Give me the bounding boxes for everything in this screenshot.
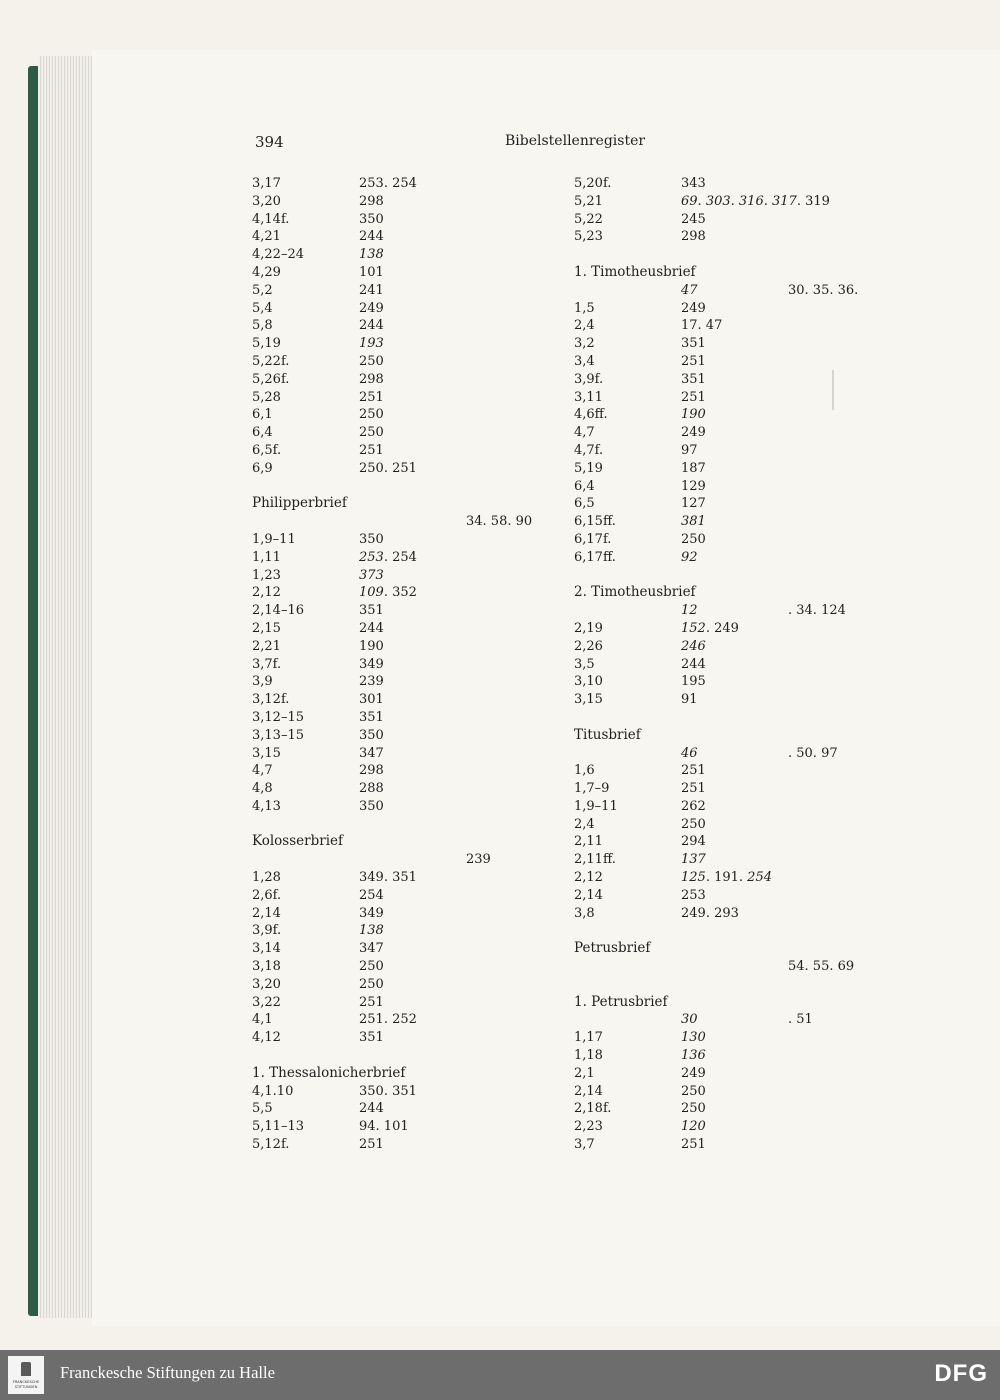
index-entry [574,175,904,193]
index-entry [252,549,582,567]
page-references: 351 [359,1030,384,1046]
verse-reference: 2,11 [574,834,603,850]
page-references: 251. 252 [359,1012,417,1028]
running-head: Bibelstellenregister [505,133,646,149]
verse-reference: 2,14 [252,905,281,921]
verse-reference: 3,9f. [574,371,604,387]
verse-reference: 3,9 [252,674,273,690]
book-heading: 2. Timotheusbrief [574,584,696,601]
index-entry [252,228,582,246]
page-references: 127 [681,496,706,512]
verse-reference: 2,4 [574,318,595,334]
index-entry [252,1100,582,1118]
verse-reference: 5,23 [574,229,603,245]
page-references: 241 [359,282,384,298]
index-entry [574,478,904,496]
page-references: 253 [681,887,706,903]
verse-reference: 4,7 [574,425,595,441]
page-references: 349 [359,656,384,672]
page-references: 30. 35. 36. 47 [681,282,859,298]
index-entry [252,442,582,460]
page-references: 195 [681,674,706,690]
verse-reference: 3,20 [252,193,281,209]
verse-reference: 6,9 [252,460,273,476]
index-entry [252,1083,582,1101]
verse-reference: 5,20f. [574,176,612,191]
verse-reference: 5,4 [252,300,273,316]
index-entry [252,922,582,940]
index-entry [252,264,582,282]
index-entry [574,335,904,353]
page-references: 30 . 51 [681,1012,813,1028]
verse-reference: 5,8 [252,318,273,334]
page-references: 351 [359,603,384,619]
index-entry [252,567,582,585]
section-gap [252,478,582,496]
page-references: 244 [359,620,384,636]
index-entry [574,193,904,211]
page-references: 347 [359,745,384,761]
page-references: 91 [681,692,698,708]
page-references: 298 [359,193,384,209]
page-references: 251 [681,389,706,405]
page-references: 244 [359,229,384,245]
index-entry [252,656,582,674]
page-references: 253. 254 [359,549,417,565]
page-references: 251 [359,994,384,1010]
verse-reference: 5,19 [252,336,281,352]
index-entry [252,976,582,994]
verse-reference: 4,29 [252,264,281,280]
page-references: 349 [359,905,384,921]
page-references: 251 [681,781,706,797]
page-references: 250 [681,1101,706,1117]
index-entry [574,887,904,905]
index-entry [574,762,904,780]
index-entry [574,424,904,442]
verse-reference: 2,1 [574,1065,595,1081]
index-entry [574,549,904,567]
verse-reference: 4,6ff. [574,407,608,423]
index-column-left [252,175,582,1154]
page-references: 137 [681,852,706,868]
verse-reference: 4,12 [252,1030,281,1046]
page-references: 249. 293 [681,905,739,921]
verse-reference: 3,2 [574,336,595,352]
index-entry [574,656,904,674]
page-references: 244 [681,656,706,672]
verse-reference: 2,26 [574,638,603,654]
index-entry [252,531,582,549]
verse-reference: 4,14f. [252,211,290,227]
index-entry [574,1083,904,1101]
page-references: 190 [681,407,706,423]
page-references: 250 [359,353,384,369]
index-entry [574,851,904,869]
index-entry [574,406,904,424]
logo-caption: FRANCKESCHE STIFTUNGEN [12,1380,40,1389]
verse-reference: 1,5 [574,300,595,316]
page-references: 244 [359,318,384,334]
book-page-edges [38,56,94,1318]
verse-reference: 1,18 [574,1048,603,1064]
verse-reference: 2,12 [574,870,603,886]
index-entry [574,673,904,691]
verse-reference: 5,22 [574,211,603,227]
page-references: 250 [681,531,706,547]
page-references: 298 [359,763,384,779]
page-references: 138 [359,247,384,263]
page-references: 253. 254 [359,176,417,191]
verse-reference: 2,14–16 [252,603,304,619]
page-references: 350. 351 [359,1083,417,1099]
book-general-pages [574,282,904,300]
section-gap [574,246,904,264]
index-entry [252,798,582,816]
index-entry [252,353,582,371]
page-references: 251 [359,1137,384,1153]
index-entry [574,816,904,834]
page-references: 251 [681,1137,706,1153]
index-entry [252,246,582,264]
viewer-footer-bar [0,1350,1000,1400]
page-references: 250 [681,1083,706,1099]
page-references: 254 [359,887,384,903]
page-references: 301 [359,692,384,708]
index-entry [252,691,582,709]
page-references: 94. 101 [359,1119,409,1135]
verse-reference: 1,7–9 [574,781,610,797]
index-entry [252,584,582,602]
page-references: 246 [681,638,706,654]
index-entry [574,211,904,229]
verse-reference: 2,18f. [574,1101,612,1117]
index-entry [252,745,582,763]
index-entry [574,1118,904,1136]
book-heading: 1. Timotheusbrief [574,263,696,280]
index-column-right [574,175,904,1154]
verse-reference: 3,8 [574,905,595,921]
verse-reference: 4,7 [252,763,273,779]
index-entry [252,673,582,691]
page-references: 250 [359,976,384,992]
book-general-pages: 239 [466,852,491,868]
index-entry [252,780,582,798]
section-gap [574,709,904,727]
page-references: 350 [359,531,384,547]
page-references: 249 [359,300,384,316]
index-entry [252,424,582,442]
section-gap [252,1047,582,1065]
page-references: 239 [359,674,384,690]
book-general-pages: 54. 55. 69 [788,959,855,975]
verse-reference: 6,1 [252,407,273,423]
verse-reference: 2,12 [252,585,281,601]
index-entry [574,531,904,549]
index-entry [252,727,582,745]
index-entry [574,300,904,318]
page-references: 120 [681,1119,706,1135]
page-references: 288 [359,781,384,797]
verse-reference: 2,11ff. [574,852,616,868]
page-references: 249 [681,1065,706,1081]
page-references: 130 [681,1030,706,1046]
index-entry [252,620,582,638]
verse-reference: 5,28 [252,389,281,405]
page-references: 12 . 34. 124 [681,603,846,619]
index-entry [574,317,904,335]
verse-reference: 2,21 [252,638,281,654]
index-entry [574,620,904,638]
page-references: 17. 47 [681,318,723,334]
index-entry [574,442,904,460]
verse-reference: 3,9f. [252,923,282,939]
book-general-pages [574,745,904,763]
book-heading: Titusbrief [574,726,641,743]
verse-reference: 4,8 [252,781,273,797]
verse-reference: 4,7f. [574,442,604,458]
page-references: 97 [681,442,698,458]
page-references: 249 [681,425,706,441]
page-references: 129 [681,478,706,494]
verse-reference: 3,14 [252,941,281,957]
verse-reference: 1,6 [574,763,595,779]
index-entry [252,300,582,318]
verse-reference: 2,14 [574,1083,603,1099]
page-references: 294 [681,834,706,850]
index-entry [574,353,904,371]
verse-reference: 2,6f. [252,887,282,903]
index-entry [252,869,582,887]
book-heading: Kolosserbrief [252,833,343,850]
page-references: 351 [681,371,706,387]
verse-reference: 5,12f. [252,1137,290,1153]
page-references: 250. 251 [359,460,417,476]
verse-reference: 3,18 [252,959,281,975]
franckesche-logo[interactable] [8,1356,44,1394]
page-references: 251 [681,763,706,779]
page-references: 381 [681,514,706,530]
index-entry [252,406,582,424]
index-entry [252,1029,582,1047]
index-entry [252,175,582,193]
verse-reference: 3,7f. [252,656,282,672]
verse-reference: 3,11 [574,389,603,405]
index-entry [574,1136,904,1154]
verse-reference: 4,1 [252,1012,273,1028]
index-entry [252,193,582,211]
verse-reference: 3,22 [252,994,281,1010]
building-icon [21,1362,31,1376]
verse-reference: 4,1.10 [252,1083,294,1099]
index-entry [252,905,582,923]
page-references: 245 [681,211,706,227]
index-entry [574,228,904,246]
verse-reference: 4,22–24 [252,247,304,263]
dfg-logo[interactable]: DFG [934,1360,988,1387]
verse-reference: 1,11 [252,549,281,565]
section-gap [574,976,904,994]
page-references: 298 [681,229,706,245]
page-references: 109. 352 [359,585,417,601]
page-references: 101 [359,264,384,280]
index-entry [252,460,582,478]
verse-reference: 2,23 [574,1119,603,1135]
page-references: 251 [681,353,706,369]
page-references: 251 [359,389,384,405]
page-references: 347 [359,941,384,957]
verse-reference: 5,26f. [252,371,290,387]
index-entry [252,940,582,958]
institution-name[interactable]: Franckesche Stiftungen zu Halle [60,1363,275,1382]
page-references: 350 [359,727,384,743]
page-references: 251 [359,442,384,458]
page-references: 250 [359,407,384,423]
verse-reference: 1,9–11 [574,798,618,814]
index-entry [574,389,904,407]
page-references: 250 [359,959,384,975]
index-entry [252,638,582,656]
index-entry [252,371,582,389]
index-entry [574,691,904,709]
page-references: 136 [681,1048,706,1064]
index-entry [252,709,582,727]
page-references: 373 [359,567,384,583]
verse-reference: 6,5 [574,496,595,512]
verse-reference: 2,4 [574,816,595,832]
page-references: 46 . 50. 97 [681,745,838,761]
verse-reference: 3,5 [574,656,595,672]
book-heading: 1. Thessalonicherbrief [252,1064,406,1081]
page-references: 351 [359,709,384,725]
verse-reference: 3,17 [252,176,281,191]
index-entry [252,1136,582,1154]
page-references: 125. 191. 254 [681,870,772,886]
index-entry [574,1047,904,1065]
verse-reference: 5,21 [574,193,603,209]
index-entry [574,798,904,816]
verse-reference: 1,9–11 [252,531,296,547]
section-gap [574,567,904,585]
index-entry [252,317,582,335]
page-references: 244 [359,1101,384,1117]
index-entry [252,1011,582,1029]
verse-reference: 6,17f. [574,531,612,547]
verse-reference: 5,19 [574,460,603,476]
index-entry [574,1065,904,1083]
page-references: 249 [681,300,706,316]
verse-reference: 5,11–13 [252,1119,304,1135]
page-references: 187 [681,460,706,476]
verse-reference: 3,7 [574,1137,595,1153]
page-references: 351 [681,336,706,352]
book-general-pages [574,602,904,620]
page-references: 138 [359,923,384,939]
page-references: 92 [681,549,698,565]
page-references: 350 [359,211,384,227]
verse-reference: 3,4 [574,353,595,369]
verse-reference: 2,14 [574,887,603,903]
index-entry [252,958,582,976]
book-general-pages [574,1011,904,1029]
verse-reference: 3,12–15 [252,709,304,725]
verse-reference: 4,13 [252,798,281,814]
page-number: 394 [255,133,284,151]
book-heading: Philipperbrief [252,495,347,512]
book-general-pages: 34. 58. 90 [466,514,533,530]
index-entry [574,869,904,887]
page-references: 250 [681,816,706,832]
index-entry [574,371,904,389]
index-entry [252,282,582,300]
verse-reference: 3,20 [252,976,281,992]
section-gap [574,922,904,940]
page-references: 262 [681,798,706,814]
verse-reference: 1,17 [574,1030,603,1046]
index-entry [574,495,904,513]
book-heading: 1. Petrusbrief [574,993,668,1010]
verse-reference: 6,4 [252,425,273,441]
page-references: 193 [359,336,384,352]
page-references: 298 [359,371,384,387]
index-entry [252,211,582,229]
verse-reference: 3,10 [574,674,603,690]
index-entry [574,460,904,478]
verse-reference: 1,28 [252,870,281,886]
verse-reference: 1,23 [252,567,281,583]
index-entry [252,389,582,407]
page-references: 152. 249 [681,620,739,636]
verse-reference: 2,19 [574,620,603,636]
book-heading: Petrusbrief [574,940,651,957]
verse-reference: 2,15 [252,620,281,636]
index-entry [574,780,904,798]
index-entry [574,833,904,851]
index-entry [252,762,582,780]
section-gap [252,816,582,834]
index-entry [252,602,582,620]
verse-reference: 6,17ff. [574,549,616,565]
verse-reference: 3,12f. [252,692,290,708]
index-entry [252,335,582,353]
index-entry [252,994,582,1012]
page-references: 69. 303. 316. 317. 319 [681,193,830,209]
index-entry [574,905,904,923]
verse-reference: 3,13–15 [252,727,304,743]
verse-reference: 5,22f. [252,353,290,369]
page-references: 190 [359,638,384,654]
verse-reference: 3,15 [574,692,603,708]
verse-reference: 6,4 [574,478,595,494]
index-entry [574,1029,904,1047]
page-references: 343 [681,176,706,191]
index-entry [252,887,582,905]
index-entry [574,638,904,656]
page-references: 350 [359,798,384,814]
page-references: 349. 351 [359,870,417,886]
verse-reference: 5,2 [252,282,273,298]
verse-reference: 6,15ff. [574,514,616,530]
verse-reference: 4,21 [252,229,281,245]
verse-reference: 6,5f. [252,442,282,458]
verse-reference: 5,5 [252,1101,273,1117]
index-entry [574,1100,904,1118]
index-entry [574,513,904,531]
verse-reference: 3,15 [252,745,281,761]
index-entry [252,1118,582,1136]
page-references: 250 [359,425,384,441]
